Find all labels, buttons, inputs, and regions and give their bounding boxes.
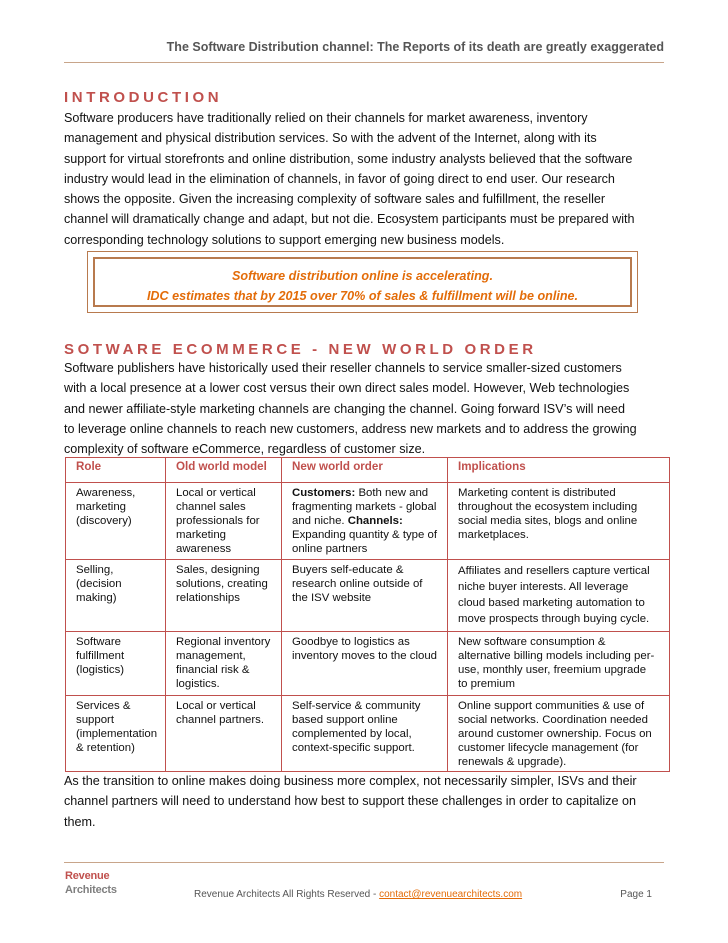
cell-line: Expanding quantity & type of (292, 529, 438, 541)
cell-line: channel partners. (176, 714, 265, 726)
cell-line: Local or vertical (176, 700, 256, 712)
cell-line: alternative billing models including per- (458, 650, 655, 662)
table-cell-new (282, 632, 448, 696)
column-header-new-world-order: New world order (282, 458, 448, 483)
table-cell-old (166, 483, 282, 560)
cell-line: to premium (458, 678, 515, 690)
cell-line (292, 514, 443, 528)
cell-line: channel sales (176, 501, 246, 513)
table-cell-role (66, 696, 166, 772)
ecommerce-heading: SOTWARE ECOMMERCE - NEW WORLD ORDER (64, 341, 537, 358)
cell-line: fragmenting markets - global (292, 501, 437, 513)
footer-email-link[interactable]: contact@revenuearchitects.com (379, 889, 523, 900)
cell-text: and niche. (292, 515, 348, 527)
table-cell-role (66, 632, 166, 696)
cell-line: professionals for (176, 515, 260, 527)
cell-line: (decision (76, 578, 122, 590)
cell-line: Goodbye to logistics as (292, 636, 410, 648)
table-cell-implications (448, 696, 670, 772)
table-cell-new (282, 560, 448, 632)
cell-line: (implementation (76, 728, 158, 740)
cell-line: Buyers self-educate & (292, 564, 404, 576)
cell-line: support (76, 714, 114, 726)
table-cell-implications (448, 483, 670, 560)
cell-line: Awareness, (76, 487, 136, 499)
ecommerce-paragraph (64, 358, 668, 459)
cell-line: Services & (76, 700, 131, 712)
table-cell-implications (448, 632, 670, 696)
cell-line: Selling, (76, 564, 114, 576)
cell-line: (discovery) (76, 515, 132, 527)
column-header-role: Role (66, 458, 166, 483)
column-header-old-world-model: Old world model (166, 458, 282, 483)
cell-line: fulfillment (76, 650, 125, 662)
callout-line-2: IDC estimates that by 2015 over 70% of sales & fulfillment will be online. (146, 289, 579, 303)
cell-line: based support online (292, 714, 398, 726)
cell-line: marketing (76, 501, 127, 513)
cell-line: move prospects through buying cycle. (458, 613, 650, 625)
page-number: Page 1 (620, 889, 652, 900)
cell-line: cloud based marketing automation to (458, 597, 645, 609)
cell-line: solutions, creating (176, 578, 268, 590)
cell-line: inventory moves to the cloud (292, 650, 437, 662)
paragraph-line: complexity of software eCommerce, regardless of customer size. (64, 442, 426, 457)
table-cell-implications (448, 560, 670, 632)
cell-line: social media sites, blogs and online (458, 515, 638, 527)
table-row (66, 696, 670, 772)
table-cell-old (166, 632, 282, 696)
header-rule (64, 62, 664, 63)
cell-line: Sales, designing (176, 564, 260, 576)
cell-line: Online support communities & use of (458, 700, 645, 712)
table-cell-new (282, 483, 448, 560)
cell-line: New software consumption & (458, 636, 606, 648)
cell-line: the ISV website (292, 592, 372, 604)
callout-box (87, 251, 638, 313)
paragraph-line: channel partners will need to understand how best to support these challenges in order to capitalize on (64, 794, 636, 809)
cell-line: online partners (292, 543, 368, 555)
cell-text: Both new and (355, 487, 429, 499)
logo-line-2: Architects (65, 884, 117, 896)
column-header-implications: Implications (448, 458, 670, 483)
table-cell-old (166, 560, 282, 632)
cell-line: niche buyer interests. All leverage (458, 581, 629, 593)
running-header-title: The Software Distribution channel: The Reports of its death are greatly exaggerated (166, 40, 664, 54)
cell-line: social networks. Coordination needed (458, 714, 648, 726)
channel-comparison-table (65, 457, 670, 772)
callout-line-1: Software distribution online is accelerating. (231, 269, 494, 283)
table-cell-old (166, 696, 282, 772)
cell-line: renewals & upgrade). (458, 756, 567, 768)
introduction-paragraph (64, 108, 668, 250)
paragraph-line: shows the opposite. Given the increasing complexity of software sales and fulfillment, the reseller (64, 192, 606, 207)
cell-line (292, 486, 443, 500)
paragraph-line: corresponding technology solutions to support emerging new business models. (64, 232, 505, 247)
table-row (66, 483, 670, 560)
cell-line: context-specific support. (292, 742, 415, 754)
introduction-heading: INTRODUCTION (64, 89, 223, 106)
cell-line: Regional inventory (176, 636, 271, 648)
footer-copyright-text: Revenue Architects All Rights Reserved - (194, 889, 380, 900)
cell-line: awareness (176, 543, 232, 555)
cell-line: (logistics) (76, 664, 125, 676)
bold-label-channels: Channels: (347, 515, 403, 527)
revenue-architects-logo (65, 870, 125, 900)
table-row (66, 560, 670, 632)
cell-line: making) (76, 592, 117, 604)
cell-line: relationships (176, 592, 240, 604)
cell-line: throughout the ecosystem including (458, 501, 638, 513)
paragraph-line: them. (64, 814, 96, 829)
cell-line: Affiliates and resellers capture vertical (458, 565, 650, 577)
paragraph-line: support for virtual storefronts and online distribution, some industry analysts believed that the software (64, 151, 633, 166)
cell-line: Self-service & community (292, 700, 421, 712)
cell-line: logistics. (176, 678, 220, 690)
paragraph-line: with a local presence at a lower cost versus their own direct sales model. However, Web technologies (64, 381, 630, 396)
table-cell-new (282, 696, 448, 772)
cell-line: marketing (176, 529, 227, 541)
cell-line: financial risk & (176, 664, 250, 676)
cell-line: customer lifecycle management (for (458, 742, 639, 754)
table-row (66, 632, 670, 696)
paragraph-line: management and physical distribution services. So with the advent of the Internet, along with its (64, 131, 597, 146)
paragraph-line: Software publishers have historically used their reseller channels to service smaller-sized customers (64, 361, 622, 375)
cell-line: use, monthly user, freemium upgrade (458, 664, 647, 676)
bold-label-customers: Customers: (292, 487, 356, 499)
paragraph-line: As the transition to online makes doing business more complex, not necessarily simpler, ISVs and their (64, 774, 637, 788)
logo-line-1: Revenue (65, 870, 110, 882)
cell-line: Marketing content is distributed (458, 487, 616, 499)
paragraph-line: Software producers have traditionally relied on their channels for market awareness, inventory (64, 111, 588, 125)
paragraph-line: to leverage online channels to reach new customers, address new markets and to address the growing (64, 421, 637, 436)
table-cell-role (66, 560, 166, 632)
cell-line: research online outside of (292, 578, 423, 590)
cell-line: complemented by local, (292, 728, 412, 740)
table-cell-role (66, 483, 166, 560)
cell-line: & retention) (76, 742, 135, 754)
paragraph-line: industry would lead in the elimination of channels, in favor of going direct to end user. Our research (64, 171, 615, 186)
paragraph-line: channel will dramatically change and adapt, but not die. Ecosystem participants must be prepared with (64, 212, 635, 227)
cell-line: Local or vertical (176, 487, 256, 499)
cell-line: Software (76, 636, 121, 648)
cell-line: management, (176, 650, 246, 662)
closing-paragraph (64, 771, 668, 832)
cell-line: marketplaces. (458, 529, 529, 541)
footer-rule (64, 862, 664, 863)
paragraph-line: and newer affiliate-style marketing channels are changing the channel. Going forward ISV’s will need (64, 401, 625, 416)
cell-line: around customer ownership. Focus on (458, 728, 652, 740)
footer-copyright (194, 889, 522, 900)
table-header-row (66, 458, 670, 483)
